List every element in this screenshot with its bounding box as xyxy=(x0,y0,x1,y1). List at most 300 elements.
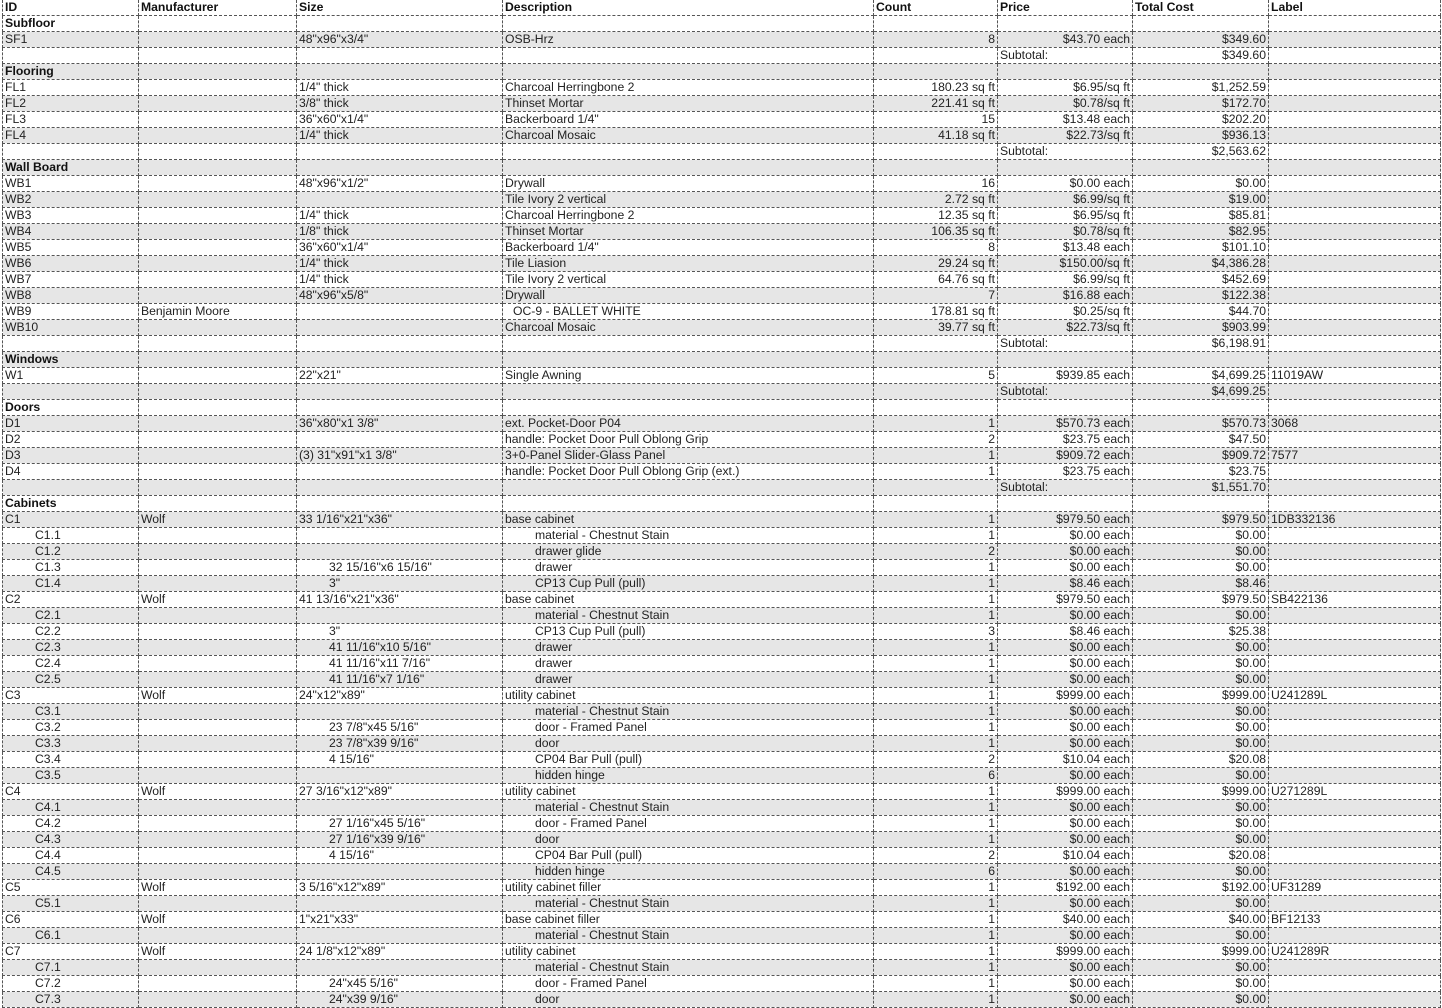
manufacturer-cell[interactable]: Wolf xyxy=(139,944,297,960)
size-cell[interactable] xyxy=(297,928,503,944)
description-cell[interactable]: handle: Pocket Door Pull Oblong Grip (ext.) xyxy=(503,464,874,480)
price-cell[interactable]: $0.00 each xyxy=(998,544,1133,560)
count-cell[interactable]: 1 xyxy=(874,976,998,992)
price-cell[interactable]: $0.00 each xyxy=(998,832,1133,848)
size-cell[interactable]: 1/4" thick xyxy=(297,272,503,288)
price-cell[interactable]: $570.73 each xyxy=(998,416,1133,432)
id-cell[interactable] xyxy=(3,144,139,160)
description-cell[interactable]: Thinset Mortar xyxy=(503,96,874,112)
size-cell[interactable] xyxy=(297,960,503,976)
count-cell[interactable]: 180.23 sq ft xyxy=(874,80,998,96)
total-cost-cell[interactable]: $23.75 xyxy=(1133,464,1269,480)
description-cell[interactable] xyxy=(503,480,874,496)
size-cell[interactable]: 3" xyxy=(297,576,503,592)
id-cell[interactable]: C3 xyxy=(3,688,139,704)
total-cost-cell[interactable]: $0.00 xyxy=(1133,608,1269,624)
count-cell[interactable] xyxy=(874,336,998,352)
size-cell[interactable] xyxy=(297,320,503,336)
manufacturer-cell[interactable] xyxy=(139,960,297,976)
description-cell[interactable]: handle: Pocket Door Pull Oblong Grip xyxy=(503,432,874,448)
count-cell[interactable]: 221.41 sq ft xyxy=(874,96,998,112)
size-cell[interactable] xyxy=(297,544,503,560)
total-cost-cell[interactable]: $0.00 xyxy=(1133,768,1269,784)
description-cell[interactable]: Tile Ivory 2 vertical xyxy=(503,272,874,288)
price-cell[interactable]: Subtotal: xyxy=(998,480,1133,496)
total-cost-cell[interactable]: $0.00 xyxy=(1133,928,1269,944)
size-cell[interactable]: 33 1/16"x21"x36" xyxy=(297,512,503,528)
size-cell[interactable] xyxy=(297,704,503,720)
total-cost-cell[interactable]: $44.70 xyxy=(1133,304,1269,320)
id-cell[interactable]: WB5 xyxy=(3,240,139,256)
id-cell[interactable]: C4.4 xyxy=(3,848,139,864)
description-cell[interactable] xyxy=(503,64,874,80)
total-cost-cell[interactable]: $0.00 xyxy=(1133,176,1269,192)
label-cell[interactable]: 1DB332136 xyxy=(1269,512,1441,528)
total-cost-cell[interactable]: $0.00 xyxy=(1133,560,1269,576)
size-cell[interactable]: 1/4" thick xyxy=(297,80,503,96)
label-cell[interactable] xyxy=(1269,16,1441,32)
label-cell[interactable] xyxy=(1269,672,1441,688)
id-cell[interactable]: C1.4 xyxy=(3,576,139,592)
manufacturer-cell[interactable] xyxy=(139,448,297,464)
label-cell[interactable] xyxy=(1269,48,1441,64)
label-cell[interactable] xyxy=(1269,576,1441,592)
label-cell[interactable] xyxy=(1269,976,1441,992)
price-cell[interactable]: $999.00 each xyxy=(998,688,1133,704)
description-cell[interactable]: material - Chestnut Stain xyxy=(503,896,874,912)
label-cell[interactable] xyxy=(1269,496,1441,512)
total-cost-cell[interactable]: $0.00 xyxy=(1133,896,1269,912)
manufacturer-cell[interactable]: Wolf xyxy=(139,880,297,896)
count-cell[interactable]: 41.18 sq ft xyxy=(874,128,998,144)
description-cell[interactable]: Charcoal Mosaic xyxy=(503,320,874,336)
size-cell[interactable]: 1/8" thick xyxy=(297,224,503,240)
manufacturer-cell[interactable] xyxy=(139,208,297,224)
id-cell[interactable]: Cabinets xyxy=(3,496,139,512)
id-cell[interactable]: C4.2 xyxy=(3,816,139,832)
count-cell[interactable]: 1 xyxy=(874,608,998,624)
price-cell[interactable]: $0.00 each xyxy=(998,672,1133,688)
label-cell[interactable]: U241289L xyxy=(1269,688,1441,704)
total-cost-cell[interactable] xyxy=(1133,400,1269,416)
price-cell[interactable]: $0.25/sq ft xyxy=(998,304,1133,320)
description-cell[interactable] xyxy=(503,336,874,352)
size-cell[interactable] xyxy=(297,800,503,816)
price-cell[interactable]: $22.73/sq ft xyxy=(998,128,1133,144)
column-header-id[interactable]: ID xyxy=(3,0,139,16)
price-cell[interactable]: $0.00 each xyxy=(998,928,1133,944)
total-cost-cell[interactable]: $122.38 xyxy=(1133,288,1269,304)
count-cell[interactable]: 106.35 sq ft xyxy=(874,224,998,240)
manufacturer-cell[interactable] xyxy=(139,384,297,400)
count-cell[interactable]: 3 xyxy=(874,624,998,640)
label-cell[interactable] xyxy=(1269,800,1441,816)
description-cell[interactable] xyxy=(503,160,874,176)
total-cost-cell[interactable]: $0.00 xyxy=(1133,720,1269,736)
price-cell[interactable]: $939.85 each xyxy=(998,368,1133,384)
id-cell[interactable]: C2.1 xyxy=(3,608,139,624)
price-cell[interactable] xyxy=(998,160,1133,176)
id-cell[interactable]: C2.5 xyxy=(3,672,139,688)
total-cost-cell[interactable]: $19.00 xyxy=(1133,192,1269,208)
total-cost-cell[interactable]: $0.00 xyxy=(1133,864,1269,880)
label-cell[interactable] xyxy=(1269,224,1441,240)
description-cell[interactable] xyxy=(503,352,874,368)
description-cell[interactable]: 3+0-Panel Slider-Glass Panel xyxy=(503,448,874,464)
size-cell[interactable]: 24"x39 9/16" xyxy=(297,992,503,1008)
manufacturer-cell[interactable] xyxy=(139,992,297,1008)
size-cell[interactable]: 32 15/16"x6 15/16" xyxy=(297,560,503,576)
manufacturer-cell[interactable] xyxy=(139,736,297,752)
label-cell[interactable]: 7577 xyxy=(1269,448,1441,464)
label-cell[interactable] xyxy=(1269,128,1441,144)
total-cost-cell[interactable]: $0.00 xyxy=(1133,672,1269,688)
description-cell[interactable]: material - Chestnut Stain xyxy=(503,528,874,544)
size-cell[interactable] xyxy=(297,768,503,784)
id-cell[interactable]: Doors xyxy=(3,400,139,416)
count-cell[interactable]: 1 xyxy=(874,512,998,528)
id-cell[interactable]: WB10 xyxy=(3,320,139,336)
price-cell[interactable] xyxy=(998,352,1133,368)
price-cell[interactable]: $13.48 each xyxy=(998,240,1133,256)
price-cell[interactable]: $23.75 each xyxy=(998,464,1133,480)
price-cell[interactable]: $0.00 each xyxy=(998,720,1133,736)
size-cell[interactable]: 23 7/8"x39 9/16" xyxy=(297,736,503,752)
price-cell[interactable]: $0.00 each xyxy=(998,528,1133,544)
manufacturer-cell[interactable]: Wolf xyxy=(139,512,297,528)
total-cost-cell[interactable]: $0.00 xyxy=(1133,992,1269,1008)
description-cell[interactable]: Drywall xyxy=(503,176,874,192)
price-cell[interactable]: $0.00 each xyxy=(998,736,1133,752)
label-cell[interactable]: U271289L xyxy=(1269,784,1441,800)
description-cell[interactable]: hidden hinge xyxy=(503,864,874,880)
id-cell[interactable]: WB8 xyxy=(3,288,139,304)
count-cell[interactable]: 1 xyxy=(874,704,998,720)
manufacturer-cell[interactable] xyxy=(139,928,297,944)
size-cell[interactable] xyxy=(297,480,503,496)
size-cell[interactable]: 3 5/16"x12"x89" xyxy=(297,880,503,896)
count-cell[interactable]: 2 xyxy=(874,752,998,768)
label-cell[interactable] xyxy=(1269,480,1441,496)
total-cost-cell[interactable]: $0.00 xyxy=(1133,832,1269,848)
price-cell[interactable]: $0.00 each xyxy=(998,976,1133,992)
description-cell[interactable]: CP13 Cup Pull (pull) xyxy=(503,576,874,592)
count-cell[interactable]: 1 xyxy=(874,800,998,816)
size-cell[interactable]: 4 15/16" xyxy=(297,752,503,768)
price-cell[interactable]: $43.70 each xyxy=(998,32,1133,48)
size-cell[interactable] xyxy=(297,400,503,416)
manufacturer-cell[interactable] xyxy=(139,704,297,720)
total-cost-cell[interactable]: $0.00 xyxy=(1133,800,1269,816)
id-cell[interactable]: D1 xyxy=(3,416,139,432)
label-cell[interactable] xyxy=(1269,528,1441,544)
count-cell[interactable] xyxy=(874,384,998,400)
manufacturer-cell[interactable] xyxy=(139,608,297,624)
id-cell[interactable] xyxy=(3,384,139,400)
total-cost-cell[interactable]: $192.00 xyxy=(1133,880,1269,896)
manufacturer-cell[interactable] xyxy=(139,720,297,736)
id-cell[interactable]: W1 xyxy=(3,368,139,384)
price-cell[interactable]: $979.50 each xyxy=(998,592,1133,608)
manufacturer-cell[interactable] xyxy=(139,848,297,864)
size-cell[interactable]: 24 1/8"x12"x89" xyxy=(297,944,503,960)
label-cell[interactable] xyxy=(1269,384,1441,400)
manufacturer-cell[interactable] xyxy=(139,544,297,560)
description-cell[interactable] xyxy=(503,48,874,64)
label-cell[interactable] xyxy=(1269,464,1441,480)
price-cell[interactable]: $6.99/sq ft xyxy=(998,272,1133,288)
price-cell[interactable]: $0.00 each xyxy=(998,656,1133,672)
id-cell[interactable]: C7.1 xyxy=(3,960,139,976)
size-cell[interactable]: 1"x21"x33" xyxy=(297,912,503,928)
price-cell[interactable]: $6.99/sq ft xyxy=(998,192,1133,208)
price-cell[interactable]: $6.95/sq ft xyxy=(998,80,1133,96)
label-cell[interactable] xyxy=(1269,208,1441,224)
id-cell[interactable]: SF1 xyxy=(3,32,139,48)
total-cost-cell[interactable]: $452.69 xyxy=(1133,272,1269,288)
id-cell[interactable]: C4.5 xyxy=(3,864,139,880)
total-cost-cell[interactable] xyxy=(1133,16,1269,32)
label-cell[interactable] xyxy=(1269,544,1441,560)
manufacturer-cell[interactable] xyxy=(139,160,297,176)
label-cell[interactable] xyxy=(1269,640,1441,656)
count-cell[interactable]: 1 xyxy=(874,832,998,848)
id-cell[interactable]: C3.4 xyxy=(3,752,139,768)
size-cell[interactable]: 24"x12"x89" xyxy=(297,688,503,704)
column-header-label[interactable]: Label xyxy=(1269,0,1441,16)
id-cell[interactable] xyxy=(3,336,139,352)
description-cell[interactable]: material - Chestnut Stain xyxy=(503,960,874,976)
description-cell[interactable]: hidden hinge xyxy=(503,768,874,784)
size-cell[interactable]: 41 13/16"x21"x36" xyxy=(297,592,503,608)
id-cell[interactable]: C7.3 xyxy=(3,992,139,1008)
count-cell[interactable] xyxy=(874,352,998,368)
manufacturer-cell[interactable] xyxy=(139,896,297,912)
id-cell[interactable]: C1.1 xyxy=(3,528,139,544)
price-cell[interactable]: $0.00 each xyxy=(998,800,1133,816)
size-cell[interactable]: 1/4" thick xyxy=(297,208,503,224)
id-cell[interactable]: FL2 xyxy=(3,96,139,112)
id-cell[interactable]: WB7 xyxy=(3,272,139,288)
count-cell[interactable]: 2 xyxy=(874,544,998,560)
description-cell[interactable]: Tile Ivory 2 vertical xyxy=(503,192,874,208)
manufacturer-cell[interactable] xyxy=(139,480,297,496)
size-cell[interactable]: 48"x96"x5/8" xyxy=(297,288,503,304)
price-cell[interactable]: $13.48 each xyxy=(998,112,1133,128)
description-cell[interactable]: material - Chestnut Stain xyxy=(503,800,874,816)
id-cell[interactable]: C2 xyxy=(3,592,139,608)
size-cell[interactable]: 3" xyxy=(297,624,503,640)
manufacturer-cell[interactable] xyxy=(139,496,297,512)
manufacturer-cell[interactable] xyxy=(139,528,297,544)
manufacturer-cell[interactable] xyxy=(139,752,297,768)
description-cell[interactable]: door xyxy=(503,832,874,848)
id-cell[interactable]: C7.2 xyxy=(3,976,139,992)
manufacturer-cell[interactable] xyxy=(139,416,297,432)
total-cost-cell[interactable] xyxy=(1133,496,1269,512)
id-cell[interactable] xyxy=(3,48,139,64)
description-cell[interactable]: Drywall xyxy=(503,288,874,304)
id-cell[interactable]: C1 xyxy=(3,512,139,528)
count-cell[interactable]: 6 xyxy=(874,768,998,784)
id-cell[interactable]: C2.2 xyxy=(3,624,139,640)
price-cell[interactable]: $150.00/sq ft xyxy=(998,256,1133,272)
price-cell[interactable]: $10.04 each xyxy=(998,752,1133,768)
count-cell[interactable]: 1 xyxy=(874,464,998,480)
price-cell[interactable]: $0.00 each xyxy=(998,704,1133,720)
count-cell[interactable] xyxy=(874,480,998,496)
total-cost-cell[interactable]: $0.00 xyxy=(1133,976,1269,992)
description-cell[interactable]: drawer glide xyxy=(503,544,874,560)
count-cell[interactable]: 16 xyxy=(874,176,998,192)
id-cell[interactable]: Subfloor xyxy=(3,16,139,32)
id-cell[interactable]: WB1 xyxy=(3,176,139,192)
description-cell[interactable]: base cabinet xyxy=(503,512,874,528)
column-header-price[interactable]: Price xyxy=(998,0,1133,16)
description-cell[interactable]: Backerboard 1/4" xyxy=(503,112,874,128)
manufacturer-cell[interactable] xyxy=(139,240,297,256)
manufacturer-cell[interactable]: Wolf xyxy=(139,912,297,928)
manufacturer-cell[interactable] xyxy=(139,96,297,112)
description-cell[interactable] xyxy=(503,384,874,400)
label-cell[interactable] xyxy=(1269,816,1441,832)
manufacturer-cell[interactable] xyxy=(139,112,297,128)
manufacturer-cell[interactable] xyxy=(139,624,297,640)
count-cell[interactable] xyxy=(874,144,998,160)
description-cell[interactable]: material - Chestnut Stain xyxy=(503,704,874,720)
manufacturer-cell[interactable] xyxy=(139,192,297,208)
count-cell[interactable]: 1 xyxy=(874,880,998,896)
total-cost-cell[interactable]: $999.00 xyxy=(1133,688,1269,704)
id-cell[interactable]: WB9 xyxy=(3,304,139,320)
count-cell[interactable]: 15 xyxy=(874,112,998,128)
price-cell[interactable]: $22.73/sq ft xyxy=(998,320,1133,336)
manufacturer-cell[interactable] xyxy=(139,816,297,832)
total-cost-cell[interactable]: $1,551.70 xyxy=(1133,480,1269,496)
description-cell[interactable]: material - Chestnut Stain xyxy=(503,928,874,944)
id-cell[interactable]: WB6 xyxy=(3,256,139,272)
total-cost-cell[interactable]: $82.95 xyxy=(1133,224,1269,240)
size-cell[interactable]: 1/4" thick xyxy=(297,128,503,144)
label-cell[interactable] xyxy=(1269,768,1441,784)
price-cell[interactable] xyxy=(998,64,1133,80)
id-cell[interactable]: C4.1 xyxy=(3,800,139,816)
size-cell[interactable]: 22"x21" xyxy=(297,368,503,384)
description-cell[interactable]: CP13 Cup Pull (pull) xyxy=(503,624,874,640)
total-cost-cell[interactable]: $0.00 xyxy=(1133,736,1269,752)
size-cell[interactable] xyxy=(297,464,503,480)
id-cell[interactable]: C5.1 xyxy=(3,896,139,912)
size-cell[interactable] xyxy=(297,144,503,160)
count-cell[interactable]: 5 xyxy=(874,368,998,384)
price-cell[interactable]: $0.00 each xyxy=(998,176,1133,192)
count-cell[interactable]: 7 xyxy=(874,288,998,304)
manufacturer-cell[interactable] xyxy=(139,272,297,288)
count-cell[interactable]: 6 xyxy=(874,864,998,880)
size-cell[interactable]: 41 11/16"x7 1/16" xyxy=(297,672,503,688)
description-cell[interactable]: utility cabinet xyxy=(503,784,874,800)
total-cost-cell[interactable]: $0.00 xyxy=(1133,656,1269,672)
label-cell[interactable]: SB422136 xyxy=(1269,592,1441,608)
description-cell[interactable]: OC-9 - BALLET WHITE xyxy=(503,304,874,320)
description-cell[interactable]: Charcoal Herringbone 2 xyxy=(503,80,874,96)
count-cell[interactable]: 1 xyxy=(874,688,998,704)
total-cost-cell[interactable]: $4,699.25 xyxy=(1133,384,1269,400)
manufacturer-cell[interactable] xyxy=(139,32,297,48)
column-header-size[interactable]: Size xyxy=(297,0,503,16)
label-cell[interactable] xyxy=(1269,32,1441,48)
total-cost-cell[interactable]: $85.81 xyxy=(1133,208,1269,224)
size-cell[interactable]: 41 11/16"x10 5/16" xyxy=(297,640,503,656)
description-cell[interactable]: drawer xyxy=(503,656,874,672)
total-cost-cell[interactable]: $0.00 xyxy=(1133,544,1269,560)
label-cell[interactable]: 3068 xyxy=(1269,416,1441,432)
manufacturer-cell[interactable] xyxy=(139,800,297,816)
size-cell[interactable] xyxy=(297,192,503,208)
price-cell[interactable]: $192.00 each xyxy=(998,880,1133,896)
id-cell[interactable]: Flooring xyxy=(3,64,139,80)
total-cost-cell[interactable]: $979.50 xyxy=(1133,592,1269,608)
id-cell[interactable]: D3 xyxy=(3,448,139,464)
manufacturer-cell[interactable] xyxy=(139,976,297,992)
price-cell[interactable]: Subtotal: xyxy=(998,48,1133,64)
label-cell[interactable] xyxy=(1269,336,1441,352)
label-cell[interactable] xyxy=(1269,624,1441,640)
description-cell[interactable]: CP04 Bar Pull (pull) xyxy=(503,848,874,864)
label-cell[interactable]: BF12133 xyxy=(1269,912,1441,928)
label-cell[interactable] xyxy=(1269,176,1441,192)
price-cell[interactable]: $999.00 each xyxy=(998,784,1133,800)
count-cell[interactable]: 29.24 sq ft xyxy=(874,256,998,272)
count-cell[interactable]: 1 xyxy=(874,928,998,944)
id-cell[interactable]: D4 xyxy=(3,464,139,480)
description-cell[interactable]: Single Awning xyxy=(503,368,874,384)
total-cost-cell[interactable]: $47.50 xyxy=(1133,432,1269,448)
total-cost-cell[interactable]: $25.38 xyxy=(1133,624,1269,640)
size-cell[interactable]: 48"x96"x1/2" xyxy=(297,176,503,192)
label-cell[interactable] xyxy=(1269,144,1441,160)
price-cell[interactable]: $23.75 each xyxy=(998,432,1133,448)
id-cell[interactable]: FL4 xyxy=(3,128,139,144)
manufacturer-cell[interactable] xyxy=(139,432,297,448)
size-cell[interactable] xyxy=(297,160,503,176)
count-cell[interactable]: 1 xyxy=(874,592,998,608)
description-cell[interactable]: Thinset Mortar xyxy=(503,224,874,240)
count-cell[interactable] xyxy=(874,400,998,416)
size-cell[interactable]: 3/8" thick xyxy=(297,96,503,112)
manufacturer-cell[interactable] xyxy=(139,656,297,672)
manufacturer-cell[interactable] xyxy=(139,672,297,688)
label-cell[interactable] xyxy=(1269,192,1441,208)
price-cell[interactable]: $0.00 each xyxy=(998,608,1133,624)
manufacturer-cell[interactable]: Benjamin Moore xyxy=(139,304,297,320)
size-cell[interactable]: 1/4" thick xyxy=(297,256,503,272)
manufacturer-cell[interactable] xyxy=(139,320,297,336)
count-cell[interactable]: 1 xyxy=(874,528,998,544)
manufacturer-cell[interactable] xyxy=(139,832,297,848)
id-cell[interactable]: C7 xyxy=(3,944,139,960)
price-cell[interactable]: $16.88 each xyxy=(998,288,1133,304)
label-cell[interactable] xyxy=(1269,256,1441,272)
manufacturer-cell[interactable] xyxy=(139,288,297,304)
column-header-total-cost[interactable]: Total Cost xyxy=(1133,0,1269,16)
total-cost-cell[interactable]: $999.00 xyxy=(1133,944,1269,960)
price-cell[interactable]: Subtotal: xyxy=(998,384,1133,400)
count-cell[interactable]: 1 xyxy=(874,672,998,688)
total-cost-cell[interactable]: $0.00 xyxy=(1133,704,1269,720)
description-cell[interactable]: utility cabinet xyxy=(503,688,874,704)
description-cell[interactable]: base cabinet xyxy=(503,592,874,608)
